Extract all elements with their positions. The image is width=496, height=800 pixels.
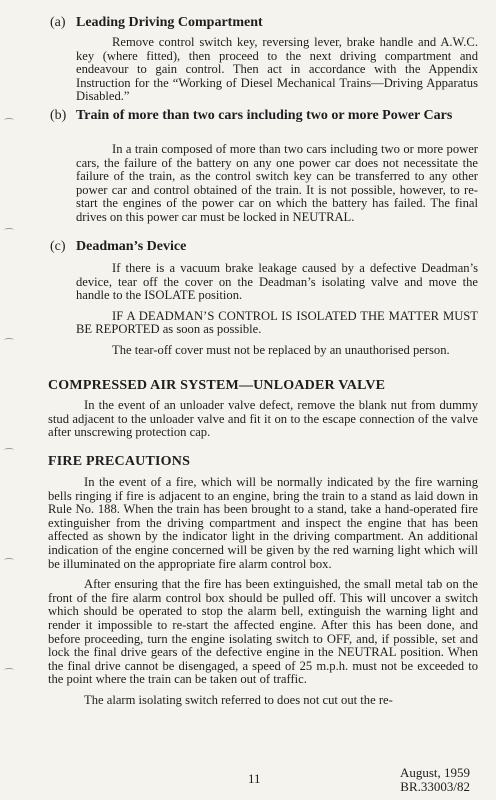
section-c-text-block	[76, 262, 478, 358]
page-number: 11	[248, 771, 261, 786]
compressed-air-paragraph: In the event of an unloader valve defect, remove the blank nut from dummy stud adjacent to the unloader valve and fit it on to the escape connection of the valve after unscrewing protection cap.	[48, 398, 478, 440]
section-b-heading	[50, 107, 478, 124]
section-a-text-block	[76, 36, 478, 104]
document-reference: BR.33003/82	[400, 779, 470, 794]
section-c-heading	[50, 238, 478, 255]
section-b-text-block	[76, 143, 478, 225]
margin-mark	[4, 118, 14, 122]
margin-mark	[4, 338, 14, 342]
fire-paragraph-2: After ensuring that the fire has been extinguished, the small metal tab on the front of the fire alarm control box should be pulled off. This will uncover a switch which should be operated to stop the alarm bell, extinguish the warning light and render it impossible to re-start the affected engine. After this has been done, and before proceeding, turn the engine isolating switch to OFF, and, if possible, set and lock the final drive gears of the defective engine in the NEUTRAL position. When the final drive cannot be disengaged, a speed of 25 m.p.h. must not be exceeded to the point where the train can be taken out of traffic.	[48, 577, 478, 687]
section-b-paragraph: In a train composed of more than two cars including two or more power cars, the failure of the battery on any one power car does not necessitate the failure of the train, as the control switch key can be transferred to any other power car and control obtained of the train. It is not possible, however, to re-start the engines of the power car on which the battery has failed. The final drives on this power car must be locked in NEUTRAL.	[76, 142, 478, 224]
margin-mark	[4, 228, 14, 232]
section-a-paragraph: Remove control switch key, reversing lever, brake handle and A.W.C. key (where fitted), then proceed to the next driving compartment and endeavour to gain control. Then act in accordance with the Appendix Instruction for the “Working of Diesel Mechanical Trains—Driving Apparatus Disabled.”	[76, 35, 478, 104]
section-c-paragraph-2: IF A DEADMAN’S CONTROL IS ISOLATED THE MATTER MUST BE REPORTED as soon as possible.	[76, 308, 478, 337]
section-a-title: Leading Driving Compartment	[76, 15, 263, 30]
section-a-heading	[50, 14, 478, 31]
section-c-title: Deadman’s Device	[76, 239, 187, 254]
section-c-label: (c)	[50, 239, 66, 254]
fire-precautions-heading: FIRE PRECAUTIONS	[48, 454, 191, 469]
section-b-title: Train of more than two cars including two or more Power Cars	[76, 108, 453, 123]
fire-paragraph-1: In the event of a fire, which will be normally indicated by the fire warning bells ringing if fire is adjacent to an engine, bring the train to a stand as laid down in Rule No. 188. When the train has been brought to a stand, take a hand-operated fire extinguisher from the driving compartment and inspect the engine that has been affected as shown by the indicator light in the driving compartment. An additional indication of the engine concerned will be given by the red warning light which will be illuminated on the appropriate fire alarm control box.	[48, 475, 478, 571]
section-b-label: (b)	[50, 108, 67, 123]
section-c-paragraph-1: If there is a vacuum brake leakage caused by a defective Deadman’s device, tear off the cover on the Deadman’s isolating valve and move the handle to the ISOLATE position.	[76, 261, 478, 303]
compressed-air-text-block	[48, 399, 478, 440]
section-a-label: (a)	[50, 15, 66, 30]
fire-paragraph-3: The alarm isolating switch referred to does not cut out the re-	[84, 692, 393, 707]
section-c-paragraph-3: The tear-off cover must not be replaced by an unauthorised person.	[112, 342, 450, 357]
margin-mark	[4, 668, 14, 672]
compressed-air-heading: COMPRESSED AIR SYSTEM—UNLOADER VALVE	[48, 378, 386, 393]
margin-mark	[4, 558, 14, 562]
fire-precautions-text-block	[48, 476, 478, 708]
margin-mark	[4, 448, 14, 452]
publication-date: August, 1959	[399, 765, 470, 780]
